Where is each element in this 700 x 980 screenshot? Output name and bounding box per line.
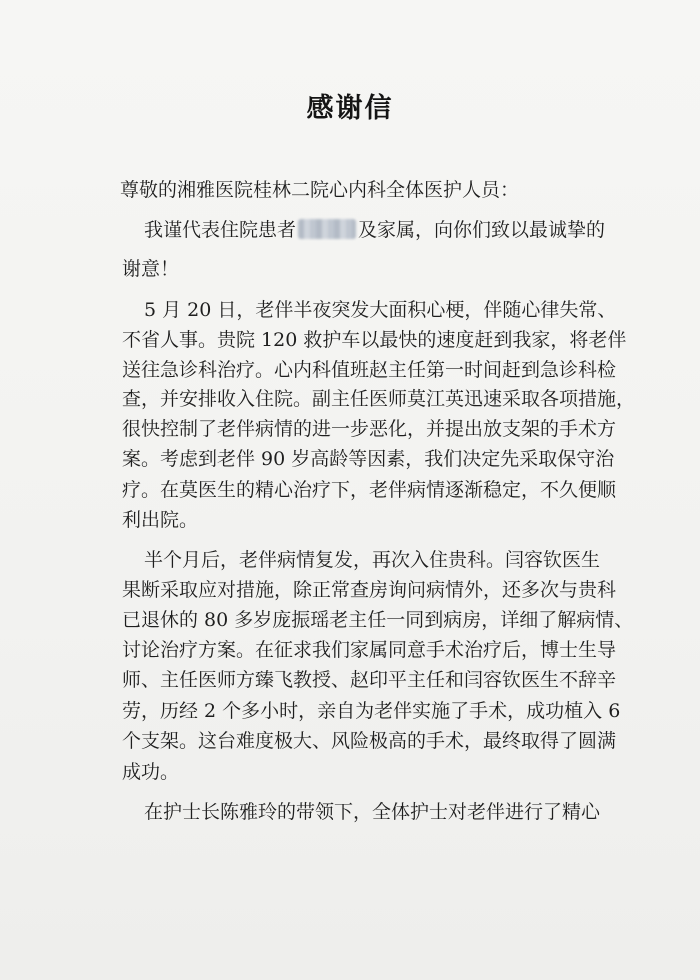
salutation: 尊敬的湘雅医院桂林二院心内科全体医护人员： xyxy=(120,179,520,201)
body-line: 已退休的 80 多岁庞振瑶老主任一同到病房，详细了解病情、 xyxy=(122,609,634,631)
body-line: 师、主任医师方臻飞教授、赵印平主任和闫容钦医生不辞辛 xyxy=(122,669,617,691)
body-line: 讨论治疗方案。在征求我们家属同意手术治疗后，博士生导 xyxy=(122,639,617,661)
body-line: 案。考虑到老伴 90 岁高龄等因素，我们决定先采取保守治 xyxy=(122,448,615,470)
body-line: 劳，历经 2 个多小时，亲自为老伴实施了手术，成功植入 6 xyxy=(122,700,621,722)
body-line: 疗。在莫医生的精心治疗下，老伴病情逐渐稳定，不久便顺 xyxy=(122,479,617,501)
body-line: 果断采取应对措施，除正常查房询问病情外，还多次与贵科 xyxy=(122,579,617,601)
body-line: 不省人事。贵院 120 救护车以最快的速度赶到我家，将老伴 xyxy=(122,329,627,351)
body-line: 利出院。 xyxy=(122,509,199,531)
body-line: 个支架。这台难度极大、风险极高的手术，最终取得了圆满 xyxy=(122,730,617,752)
body-line: 送往急诊科治疗。心内科值班赵主任第一时间赶到急诊科检 xyxy=(122,359,617,381)
body-line: 5 月 20 日，老伴半夜突发大面积心梗，伴随心律失常、 xyxy=(144,299,617,321)
body-line: 半个月后，老伴病情复发，再次入住贵科。闫容钦医生 xyxy=(144,549,601,571)
letter-title: 感谢信 xyxy=(306,93,394,124)
body-line: 成功。 xyxy=(122,761,180,783)
intro-after-name: 及家属，向你们致以最诚挚的 xyxy=(358,219,606,241)
body-line: 很快控制了老伴病情的进一步恶化，并提出放支架的手术方 xyxy=(122,418,617,440)
body-line: 在护士长陈雅玲的带领下，全体护士对老伴进行了精心 xyxy=(144,801,601,823)
redacted-patient-name xyxy=(298,219,356,239)
intro-line xyxy=(144,218,605,242)
intro-before-name: 我谨代表住院患者 xyxy=(144,219,297,241)
intro-line-2: 谢意！ xyxy=(122,258,180,280)
body-line: 查，并安排收入住院。副主任医师莫江英迅速采取各项措施， xyxy=(122,388,636,410)
